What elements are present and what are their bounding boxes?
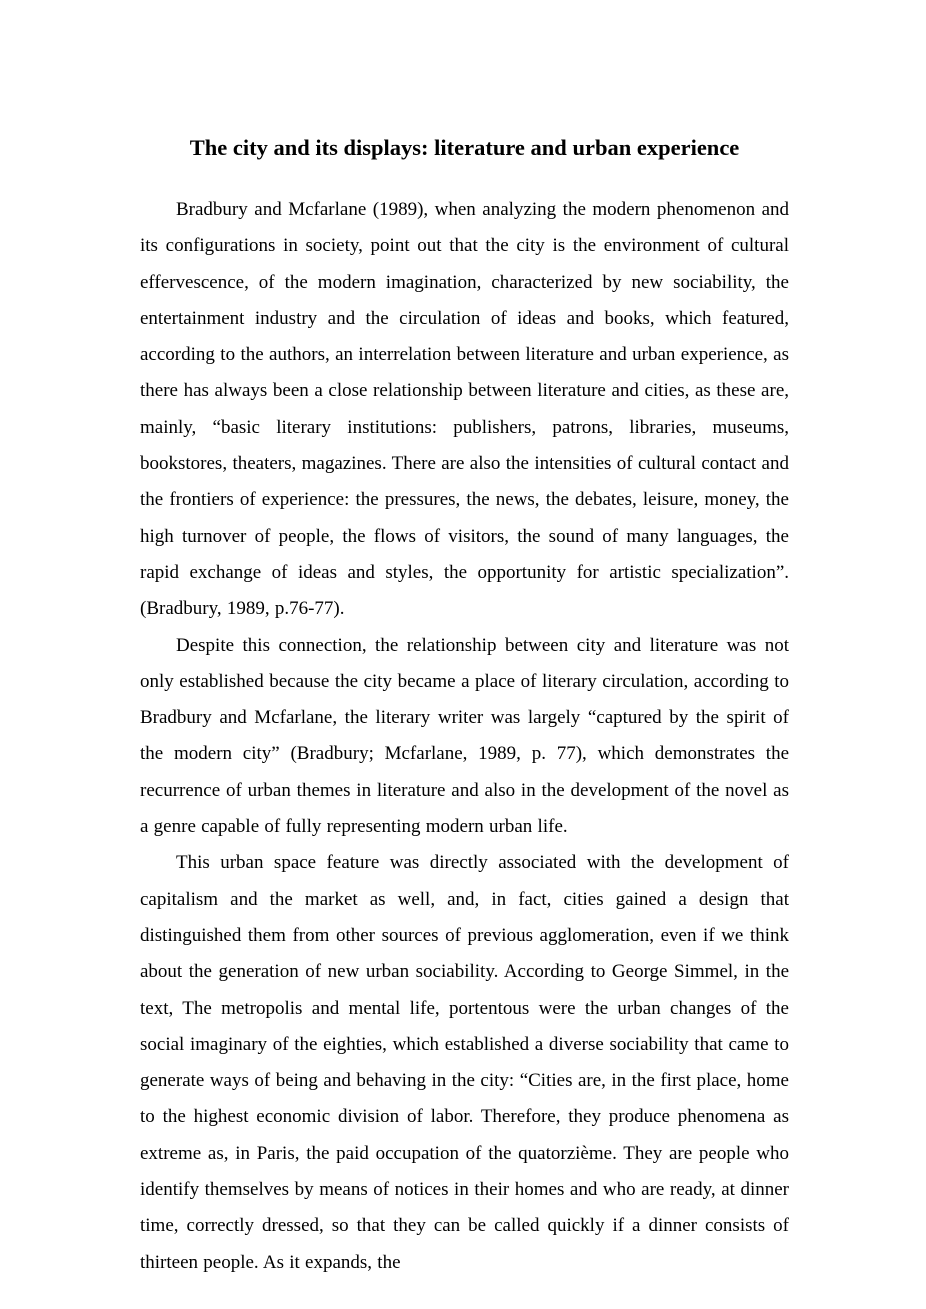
paragraph-urban-space-feature: This urban space feature was directly associated with the development of capitalism and the market as well, and, in fact, cities gained a design that distinguished them from other sources of previous agglomeration, even if we think about the generation of new urban sociability. According to George Simmel, in the text, The metropolis and mental life, portentous were the urban changes of the social imaginary of the eighties, which established a diverse sociability that came to generate ways of being and behaving in the city: “Cities are, in the first place, home to the highest economic division of labor. Therefore, they produce phenomena as extreme as, in Paris, the paid occupation of the quatorzième. They are people who identify themselves by means of notices in their homes and who are ready, at dinner time, correctly dressed, so that they can be called quickly if a dinner consists of thirteen people. As it expands, the (140, 852, 789, 1273)
document-title: The city and its displays: literature and urban experience (189, 135, 740, 160)
document-content (140, 134, 789, 1281)
paragraph-despite-connection: Despite this connection, the relationship between city and literature was not only established because the city became a place of literary circulation, according to Bradbury and Mcfarlane, the literary writer was largely “captured by the spirit of the modern city” (Bradbury; Mcfarlane, 1989, p. 77), which demonstrates the recurrence of urban themes in literature and also in the development of the novel as a genre capable of fully representing modern urban life. (140, 634, 789, 838)
paragraph-bradbury-mcfarlane-city: Bradbury and Mcfarlane (1989), when analyzing the modern phenomenon and its configurations in society, point out that the city is the environment of cultural effervescence, of the modern imagination, characterized by new sociability, the entertainment industry and the circulation of ideas and books, which featured, according to the authors, an interrelation between literature and urban experience, as there has always been a close relationship between literature and cities, as these are, mainly, “basic literary institutions: publishers, patrons, libraries, museums, bookstores, theaters, magazines. There are also the intensities of cultural contact and the frontiers of experience: the pressures, the news, the debates, leisure, money, the high turnover of people, the flows of visitors, the sound of many languages, the rapid exchange of ideas and styles, the opportunity for artistic specialization”. (Bradbury, 1989, p.76-77). (140, 199, 789, 620)
